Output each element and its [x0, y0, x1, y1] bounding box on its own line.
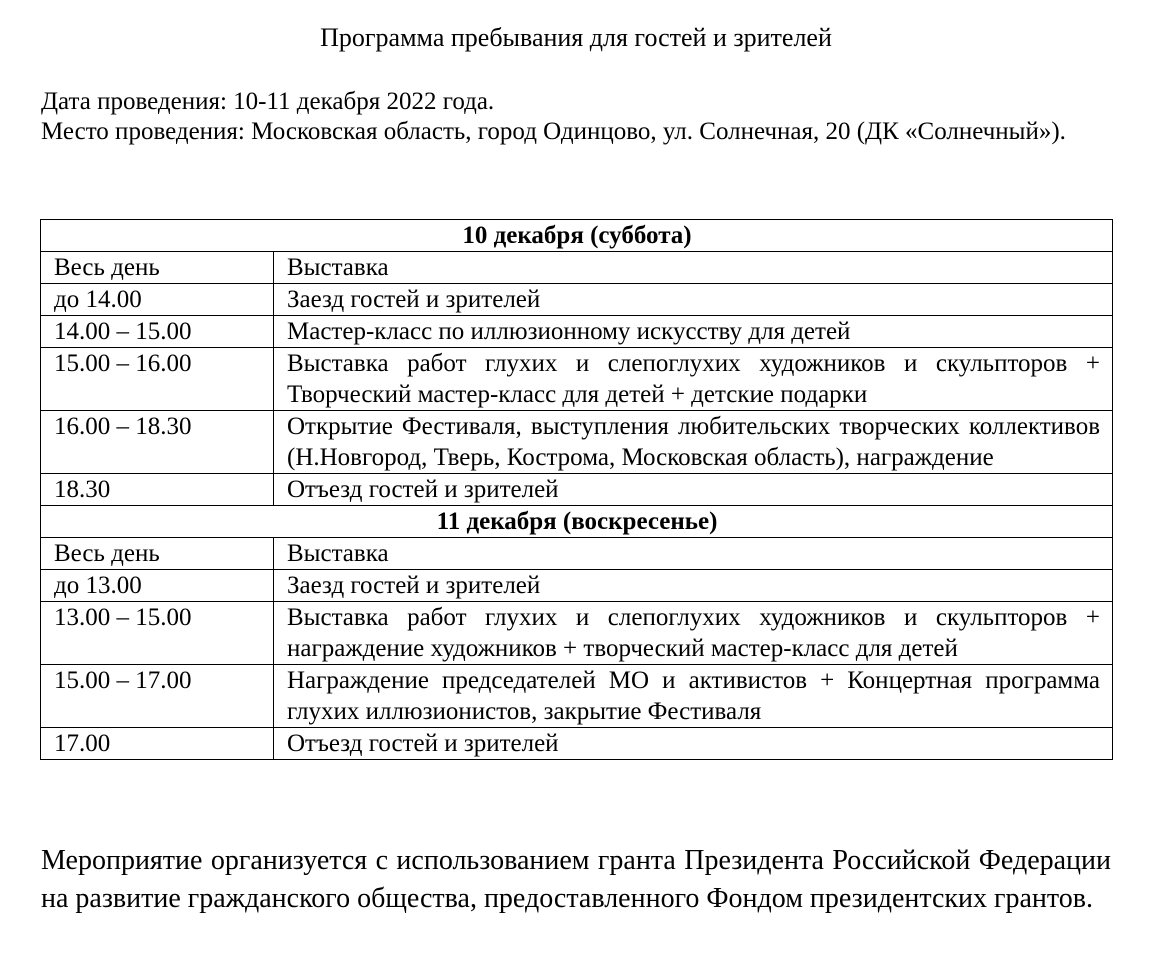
time-cell: 15.00 – 17.00 — [41, 665, 274, 728]
time-cell: Весь день — [41, 538, 274, 570]
table-row — [41, 538, 1113, 570]
event-cell: Отъезд гостей и зрителей — [274, 728, 1113, 760]
event-cell: Открытие Фестиваля, выступления любительских творческих коллективов (Н.Новгород, Тверь, Кострома, Московская область), награждение — [274, 411, 1113, 474]
table-row — [41, 316, 1113, 348]
grant-notice: Мероприятие организуется с использованием гранта Президента Российской Федерации на развитие гражданского общества, предоставленного Фондом президентских грантов. — [41, 845, 1111, 914]
event-cell: Награждение председателей МО и активистов + Концертная программа глухих иллюзионистов, закрытие Фестиваля — [274, 665, 1113, 728]
event-cell: Заезд гостей и зрителей — [274, 284, 1113, 316]
table-row — [41, 728, 1113, 760]
table-row — [41, 411, 1113, 474]
table-row — [41, 665, 1113, 728]
day-header-dec-11 — [41, 506, 1113, 538]
event-cell: Отъезд гостей и зрителей — [274, 474, 1113, 506]
time-cell: 14.00 – 15.00 — [41, 316, 274, 348]
table-row — [41, 348, 1113, 411]
time-cell: 15.00 – 16.00 — [41, 348, 274, 411]
time-cell: 18.30 — [41, 474, 274, 506]
time-cell: до 14.00 — [41, 284, 274, 316]
time-cell: 13.00 – 15.00 — [41, 602, 274, 665]
event-cell: Выставка работ глухих и слепоглухих художников и скульпторов + награждение художников + творческий мастер-класс для детей — [274, 602, 1113, 665]
time-cell: Весь день — [41, 252, 274, 284]
day-header-label: 11 декабря (воскресенье) — [41, 506, 1113, 538]
event-cell: Мастер-класс по иллюзионному искусству для детей — [274, 316, 1113, 348]
table-row — [41, 252, 1113, 284]
event-date: Дата проведения: 10-11 декабря 2022 года. — [41, 88, 495, 115]
event-cell: Выставка — [274, 538, 1113, 570]
page-title: Программа пребывания для гостей и зрителей — [320, 23, 832, 52]
event-cell: Выставка работ глухих и слепоглухих художников и скульпторов + Творческий мастер-класс для детей + детские подарки — [274, 348, 1113, 411]
schedule-table — [40, 219, 1113, 760]
time-cell: 17.00 — [41, 728, 274, 760]
time-cell: до 13.00 — [41, 570, 274, 602]
table-row — [41, 570, 1113, 602]
table-row — [41, 284, 1113, 316]
table-row — [41, 474, 1113, 506]
event-cell: Выставка — [274, 252, 1113, 284]
event-cell: Заезд гостей и зрителей — [274, 570, 1113, 602]
table-row — [41, 602, 1113, 665]
time-cell: 16.00 – 18.30 — [41, 411, 274, 474]
day-header-label: 10 декабря (суббота) — [41, 220, 1113, 252]
day-header-dec-10 — [41, 220, 1113, 252]
event-place: Место проведения: Московская область, город Одинцово, ул. Солнечная, 20 (ДК «Солнечный»). — [41, 118, 1066, 145]
event-info — [41, 87, 1113, 147]
